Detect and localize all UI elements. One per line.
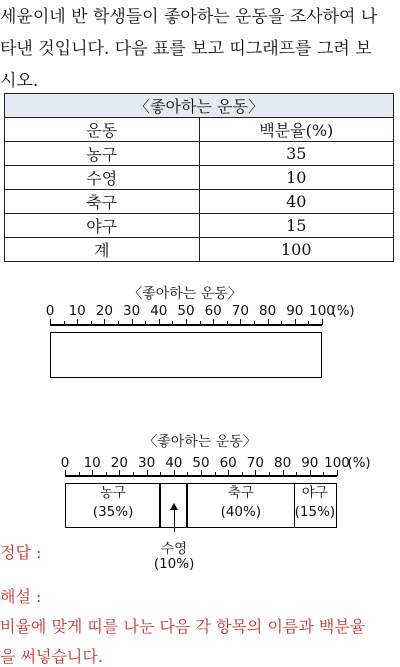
segment-name: 농구 — [100, 485, 127, 501]
table-row — [5, 142, 394, 166]
answer-tick-label: 60 — [219, 455, 237, 471]
segment-percent: (35%) — [92, 504, 134, 520]
segment-percent: (40%) — [220, 504, 262, 520]
table-cell: 계 — [5, 238, 200, 262]
answer-tick-label: 70 — [246, 455, 264, 471]
question-line-2: 타낸 것입니다. 다음 표를 보고 띠그래프를 그려 보 — [0, 39, 372, 59]
blank-minor-tick — [145, 321, 146, 325]
answer-tick-label: 10 — [83, 455, 101, 471]
blank-tick-label: 100 — [309, 303, 335, 319]
blank-tick-mark — [132, 319, 133, 325]
table-row — [5, 190, 394, 214]
blank-minor-tick — [281, 321, 282, 325]
blank-tick-mark — [104, 319, 105, 325]
strip-segment — [187, 484, 295, 527]
blank-tick-mark — [77, 319, 78, 325]
sports-table — [4, 93, 394, 262]
answer-graph-title: 〈좋아하는 운동〉 — [143, 434, 257, 450]
strip-divider — [159, 484, 161, 527]
question-line-3: 시오. — [0, 71, 39, 91]
answer-minor-tick — [269, 472, 270, 476]
blank-minor-tick — [64, 321, 65, 325]
blank-tick-label: 30 — [123, 303, 141, 319]
explanation-label: 해설 : — [0, 587, 42, 606]
table-cell: 100 — [199, 238, 394, 262]
answer-minor-tick — [215, 472, 216, 476]
blank-tick-label: 10 — [68, 303, 86, 319]
question-line-1: 세윤이네 반 학생들이 좋아하는 운동을 조사하여 나 — [0, 7, 378, 27]
segment-name: 야구 — [301, 485, 328, 501]
blank-minor-tick — [91, 321, 92, 325]
callout-arrow-line — [174, 508, 175, 532]
blank-tick-label: 0 — [45, 303, 55, 319]
answer-minor-tick — [323, 472, 324, 476]
answer-minor-tick — [187, 472, 188, 476]
table-cell: 축구 — [5, 190, 200, 214]
blank-tick-label: 90 — [286, 303, 304, 319]
answer-tick-label: 30 — [138, 455, 156, 471]
explanation-line-2: 을 써넣습니다. — [0, 647, 103, 666]
table-row — [5, 238, 394, 262]
blank-minor-tick — [254, 321, 255, 325]
blank-minor-tick — [200, 321, 201, 325]
table-cell: 야구 — [5, 214, 200, 238]
blank-tick-mark — [295, 319, 296, 325]
blank-graph-strip — [50, 332, 322, 378]
answer-tick-label: 0 — [60, 455, 70, 471]
blank-tick-mark — [322, 319, 323, 325]
blank-tick-mark — [240, 319, 241, 325]
strip-segment — [295, 484, 335, 527]
blank-tick-mark — [159, 319, 160, 325]
answer-minor-tick — [106, 472, 107, 476]
table-row — [5, 214, 394, 238]
answer-tick-label: 80 — [274, 455, 292, 471]
answer-minor-tick — [242, 472, 243, 476]
blank-tick-label: 80 — [259, 303, 277, 319]
answer-tick-label: 20 — [110, 455, 128, 471]
answer-graph-unit: (%) — [347, 455, 371, 471]
blank-minor-tick — [172, 321, 173, 325]
segment-name: 축구 — [227, 485, 254, 501]
segment-percent: (15%) — [294, 504, 336, 520]
blank-tick-label: 60 — [204, 303, 222, 319]
answer-minor-tick — [296, 472, 297, 476]
blank-tick-mark — [213, 319, 214, 325]
blank-graph-title: 〈좋아하는 운동〉 — [128, 286, 242, 302]
blank-graph-unit: (%) — [331, 303, 355, 319]
blank-tick-label: 20 — [95, 303, 113, 319]
answer-tick-label: 100 — [324, 455, 350, 471]
callout-percent: (10%) — [153, 556, 195, 572]
table-cell: 15 — [199, 214, 394, 238]
blank-tick-label: 40 — [150, 303, 168, 319]
answer-minor-tick — [133, 472, 134, 476]
blank-tick-label: 70 — [231, 303, 249, 319]
table-title: 〈좋아하는 운동〉 — [5, 94, 394, 118]
table-cell: 35 — [199, 142, 394, 166]
blank-tick-mark — [50, 319, 51, 325]
answer-tick-label: 90 — [301, 455, 319, 471]
strip-segment — [66, 484, 160, 527]
explanation-line-1: 비율에 맞게 띠를 나눈 다음 각 항목의 이름과 백분율 — [0, 617, 366, 636]
arrow-up-icon — [170, 503, 178, 510]
blank-tick-mark — [186, 319, 187, 325]
answer-label: 정답 : — [0, 543, 42, 562]
table-cell: 농구 — [5, 142, 200, 166]
blank-minor-tick — [308, 321, 309, 325]
answer-minor-tick — [160, 472, 161, 476]
callout-name: 수영 — [161, 541, 188, 557]
table-header-sport: 운동 — [5, 118, 200, 142]
blank-minor-tick — [118, 321, 119, 325]
blank-minor-tick — [227, 321, 228, 325]
table-cell: 수영 — [5, 166, 200, 190]
table-row — [5, 166, 394, 190]
table-cell: 10 — [199, 166, 394, 190]
table-cell: 40 — [199, 190, 394, 214]
answer-tick-label: 50 — [192, 455, 210, 471]
table-header-percent: 백분율(%) — [199, 118, 394, 142]
answer-tick-label: 40 — [165, 455, 183, 471]
answer-minor-tick — [79, 472, 80, 476]
answer-graph-strip — [65, 483, 337, 528]
blank-tick-label: 50 — [177, 303, 195, 319]
blank-tick-mark — [268, 319, 269, 325]
